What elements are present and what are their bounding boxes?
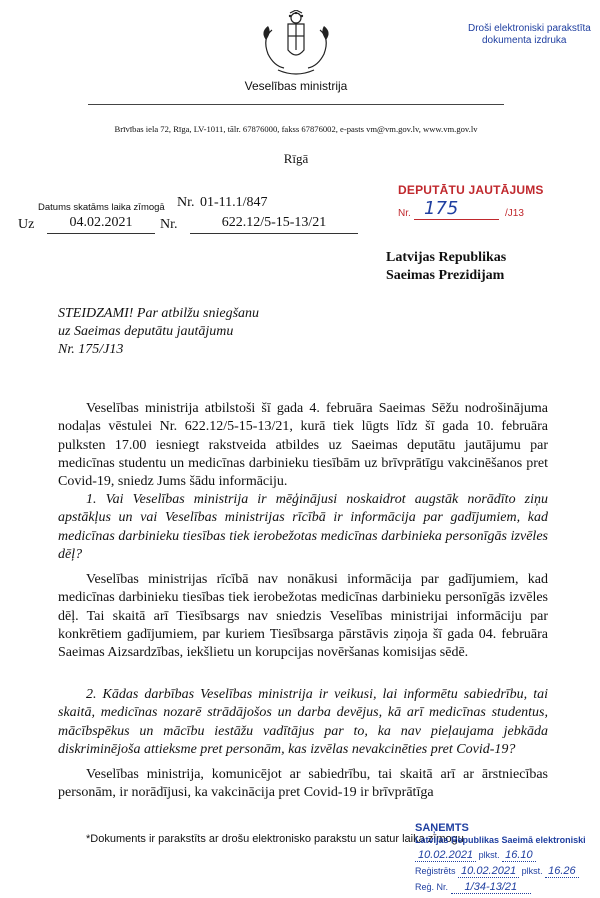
registered-line — [415, 865, 599, 877]
registration-number-line — [415, 881, 599, 893]
document-number: 01-11.1/847 — [200, 195, 268, 210]
question-1: 1. Vai Veselības ministrija ir mēģinājusi noskaidrot augstāk norādīto ziņu apstākļus un vai Veselības ministrijas rīcībā ir informācija par gadījumiem, kad medicīnas darbinieku tiesības tiek ierobežotas medicīnas darbinieka personīgās izvēles dēļ? — [58, 492, 548, 562]
date-timestamp-label: Datums skatāms laika zīmogā — [38, 202, 165, 213]
intro-paragraph: Veselības ministrija atbilstoši šī gada 4. februāra Saeimas Sēžu nodrošinājuma nodaļas vēstulei Nr. 622.12/5-15-13/21, kurā tiek lūgts līdz šī gada 10. februāra pulksten 17.00 iesniegt rakstveida atbildes uz Saeimas deputātu jautājumu par medicīnas studentu un medicīnas darbinieku tiesībām uz brīvprātīgu vakcinēšanos pret Covid-19, sniedz Jums šādu informāciju. — [58, 401, 548, 490]
header-divider — [88, 104, 504, 105]
recipient-line2: Saeimas Prezidijam — [386, 268, 505, 283]
answer-1: Veselības ministrijas rīcībā nav nonākusi informācija par gadījumiem, kad medicīnas darbinieku tiesības tiek ierobežotas medicīnas darbinieku personīgās izvēles dēļ. Tai skaitā arī Tiesībsargs nav sniedzis Veselības ministrijai informāciju par konkrētiem gadījumiem, par kuriem Tiesībsarga pārstāvis ziņoja šī gada 04. februāra Saeimas Aizsardzības, iekšlietu un korupcijas novēršanas komisijas sēdē. — [58, 572, 548, 661]
deputy-question-stamp-title: DEPUTĀTU JAUTĀJUMS — [398, 183, 544, 197]
received-time: 16.10 — [502, 849, 536, 862]
reference-number: 622.12/5-15-13/21 — [190, 215, 358, 234]
registered-time: 16.26 — [545, 865, 579, 878]
coat-of-arms-icon — [254, 10, 338, 78]
ministry-address: Brīvības iela 72, Rīga, LV-1011, tālr. 67876000, fakss 67876002, e-pasts vm@vm.gov.lv, www.vm.gov.lv — [114, 124, 478, 134]
reference-nr-label: Nr. — [160, 217, 178, 232]
answer-2: Veselības ministrija, komunicējot ar sabiedrību, tai skaitā arī ar ārstniecības personām, ir norādījusi, ka vakcinācija pret Covid-19 ir brīvprātīga — [58, 767, 548, 801]
city: Rīgā — [283, 151, 309, 166]
received-stamp-subtitle: Latvijas Republikas Saeimā elektroniski — [415, 835, 586, 845]
deputy-stamp-suffix: /J13 — [505, 208, 524, 219]
reference-date: 04.02.2021 — [47, 215, 155, 234]
received-stamp — [415, 822, 599, 893]
recipient-line1: Latvijas Republikas — [386, 250, 507, 265]
registered-label: Reģistrēts — [415, 866, 456, 876]
nr-label: Nr. — [177, 195, 195, 210]
subject-line3: Nr. 175/J13 — [58, 342, 124, 357]
letter-subject — [58, 305, 358, 359]
e-signature-note-line1: Droši elektroniski parakstīta — [468, 23, 591, 34]
subject-line2: uz Saeimas deputātu jautājumu — [58, 324, 234, 339]
registered-date: 10.02.2021 — [458, 865, 519, 878]
received-stamp-title: SAŅEMTS — [415, 822, 469, 834]
registration-number: 1/34-13/21 — [451, 881, 532, 894]
deputy-stamp-underline — [414, 219, 499, 220]
registered-time-label: plkst. — [521, 866, 543, 876]
uz-label: Uz — [18, 217, 35, 232]
received-date-line — [415, 849, 599, 861]
received-date: 10.02.2021 — [415, 849, 476, 862]
signature-footnote: *Dokuments ir parakstīts ar drošu elektronisko parakstu un satur laika zīmogu — [86, 833, 464, 845]
ministry-name: Veselības ministrija — [244, 79, 348, 93]
deputy-stamp-handwritten-number: 175 — [424, 198, 459, 219]
e-signature-note — [468, 23, 596, 47]
subject-line1: STEIDZAMI! Par atbilžu sniegšanu — [58, 306, 260, 321]
deputy-stamp-nr-label: Nr. — [398, 208, 411, 219]
e-signature-note-line2: dokumenta izdruka — [482, 35, 567, 46]
question-2: 2. Kādas darbības Veselības ministrija ir veikusi, lai informētu sabiedrību, tai skaitā, medicīnas nozarē strādājošos un darba devējus, kā arī medicīnas studentus, mācībspēkus un mācību iestāžu vadītājus par to, ka nav pieļaujama jebkāda diskriminējoša attieksme pret personām, kas izvēlas nevakcinēties pret Covid-19? — [58, 687, 548, 757]
recipient — [386, 249, 566, 285]
registration-number-label: Reģ. Nr. — [415, 882, 449, 892]
received-time-label: plkst. — [478, 850, 500, 860]
